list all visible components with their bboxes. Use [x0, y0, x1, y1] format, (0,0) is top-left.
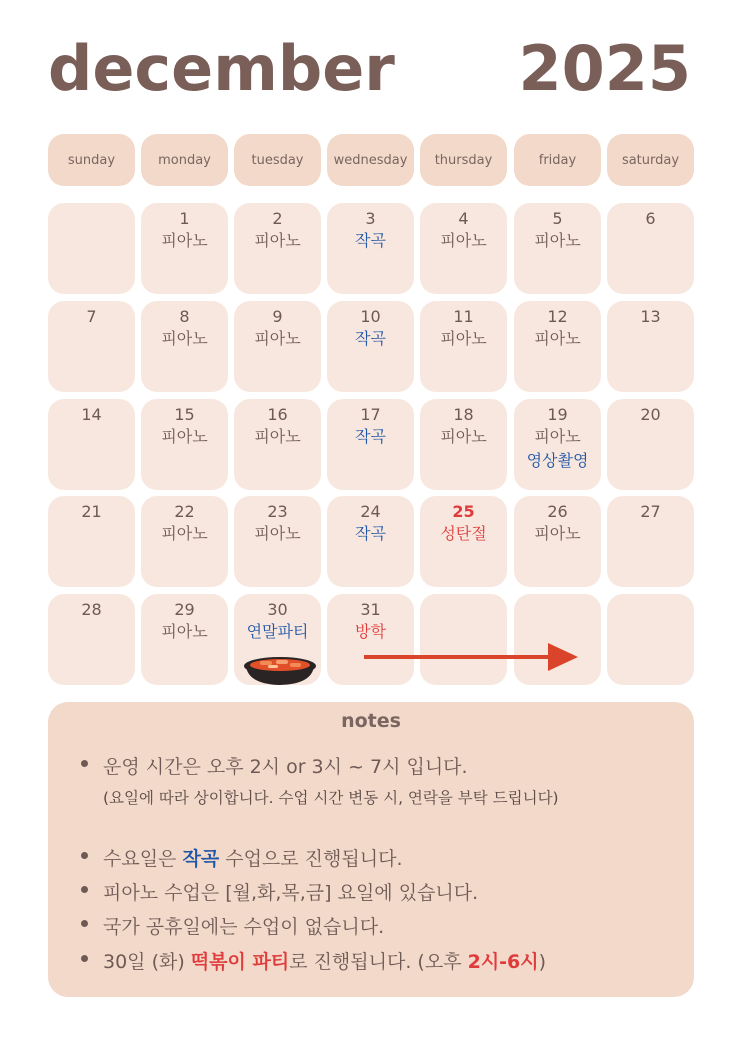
day-cell-12 — [514, 301, 601, 392]
day-number: 25 — [452, 502, 475, 521]
day-number: 24 — [360, 502, 381, 521]
day-number: 4 — [458, 209, 469, 228]
day-number: 12 — [547, 307, 568, 326]
notes-box — [48, 702, 694, 997]
bullet-icon — [81, 955, 88, 962]
day-number: 19 — [547, 405, 568, 424]
event-label: 피아노 — [161, 231, 208, 250]
day-cell-14 — [48, 399, 135, 490]
month-title: december — [48, 32, 395, 105]
day-cell-empty — [48, 203, 135, 294]
day-cell-15 — [141, 399, 228, 490]
day-cell-3 — [327, 203, 414, 294]
event-label: 피아노 — [534, 329, 581, 348]
event-label: 피아노 — [254, 524, 301, 543]
day-number: 26 — [547, 502, 568, 521]
day-number: 28 — [81, 600, 102, 619]
day-cell-16 — [234, 399, 321, 490]
weekday-header-sunday: sunday — [48, 134, 135, 186]
day-number: 23 — [267, 502, 288, 521]
day-number: 17 — [360, 405, 381, 424]
day-number: 6 — [645, 209, 656, 228]
day-number: 14 — [81, 405, 102, 424]
day-cell-6 — [607, 203, 694, 294]
bullet-icon — [81, 852, 88, 859]
event-label: 영상촬영 — [526, 451, 589, 470]
note-piano-days: 피아노 수업은 [월,화,목,금] 요일에 있습니다. — [103, 878, 478, 905]
day-number: 31 — [360, 600, 381, 619]
note-wednesday: 수요일은 작곡 수업으로 진행됩니다. — [103, 844, 403, 871]
day-number: 7 — [86, 307, 97, 326]
day-number: 30 — [267, 600, 288, 619]
event-label: 피아노 — [254, 427, 301, 446]
day-cell-27 — [607, 496, 694, 587]
event-label: 피아노 — [161, 524, 208, 543]
day-number: 13 — [640, 307, 661, 326]
day-cell-22 — [141, 496, 228, 587]
note-operating-hours: 운영 시간은 오후 2시 or 3시 ~ 7시 입니다. — [103, 752, 468, 779]
day-number: 5 — [552, 209, 563, 228]
note-party: 30일 (화) 떡볶이 파티로 진행됩니다. (오후 2시-6시) — [103, 947, 546, 974]
day-cell-25 — [420, 496, 507, 587]
day-cell-24 — [327, 496, 414, 587]
event-label: 작곡 — [355, 329, 386, 348]
day-number: 8 — [179, 307, 190, 326]
event-label: 피아노 — [440, 329, 487, 348]
day-number: 18 — [453, 405, 474, 424]
weekday-header-tuesday: tuesday — [234, 134, 321, 186]
day-number: 11 — [453, 307, 474, 326]
note-holidays: 국가 공휴일에는 수업이 없습니다. — [103, 912, 384, 939]
notes-title: notes — [341, 710, 401, 732]
day-cell-13 — [607, 301, 694, 392]
day-number: 27 — [640, 502, 661, 521]
weekday-header-saturday: saturday — [607, 134, 694, 186]
event-label: 피아노 — [440, 427, 487, 446]
day-number: 9 — [272, 307, 283, 326]
event-label: 피아노 — [161, 329, 208, 348]
event-label: 피아노 — [534, 231, 581, 250]
day-number: 21 — [81, 502, 102, 521]
bullet-icon — [81, 920, 88, 927]
day-number: 10 — [360, 307, 381, 326]
day-cell-19 — [514, 399, 601, 490]
day-cell-17 — [327, 399, 414, 490]
event-label: 작곡 — [355, 231, 386, 250]
event-label: 피아노 — [534, 427, 581, 446]
day-cell-29 — [141, 594, 228, 685]
day-cell-18 — [420, 399, 507, 490]
event-label: 피아노 — [254, 231, 301, 250]
weekday-header-monday: monday — [141, 134, 228, 186]
day-cell-7 — [48, 301, 135, 392]
event-label: 피아노 — [161, 427, 208, 446]
day-number: 22 — [174, 502, 195, 521]
day-cell-1 — [141, 203, 228, 294]
day-cell-2 — [234, 203, 321, 294]
day-cell-23 — [234, 496, 321, 587]
day-number: 29 — [174, 600, 195, 619]
event-label: 작곡 — [355, 427, 386, 446]
day-cell-28 — [48, 594, 135, 685]
event-label: 피아노 — [161, 622, 208, 641]
weekday-header-wednesday: wednesday — [327, 134, 414, 186]
day-cell-8 — [141, 301, 228, 392]
day-number: 2 — [272, 209, 283, 228]
day-cell-9 — [234, 301, 321, 392]
day-number: 1 — [179, 209, 190, 228]
vacation-arrow — [360, 640, 582, 674]
weekday-header-thursday: thursday — [420, 134, 507, 186]
day-cell-4 — [420, 203, 507, 294]
event-label: 피아노 — [440, 231, 487, 250]
day-cell-10 — [327, 301, 414, 392]
event-label: 피아노 — [534, 524, 581, 543]
event-label: 작곡 — [355, 524, 386, 543]
day-cell-11 — [420, 301, 507, 392]
event-label: 연말파티 — [246, 622, 309, 641]
year-title: 2025 — [518, 32, 691, 105]
day-number: 3 — [365, 209, 376, 228]
day-number: 16 — [267, 405, 288, 424]
day-cell-26 — [514, 496, 601, 587]
bullet-icon — [81, 760, 88, 767]
day-number: 20 — [640, 405, 661, 424]
tteokbokki-pot-icon — [240, 652, 320, 688]
bullet-icon — [81, 886, 88, 893]
note-operating-hours-sub: (요일에 따라 상이합니다. 수업 시간 변동 시, 연락을 부탁 드립니다) — [103, 789, 559, 807]
day-number: 15 — [174, 405, 195, 424]
day-cell-empty — [607, 594, 694, 685]
day-cell-5 — [514, 203, 601, 294]
weekday-header-friday: friday — [514, 134, 601, 186]
day-cell-20 — [607, 399, 694, 490]
event-label: 성탄절 — [440, 524, 487, 543]
day-cell-21 — [48, 496, 135, 587]
event-label: 방학 — [355, 622, 386, 641]
event-label: 피아노 — [254, 329, 301, 348]
